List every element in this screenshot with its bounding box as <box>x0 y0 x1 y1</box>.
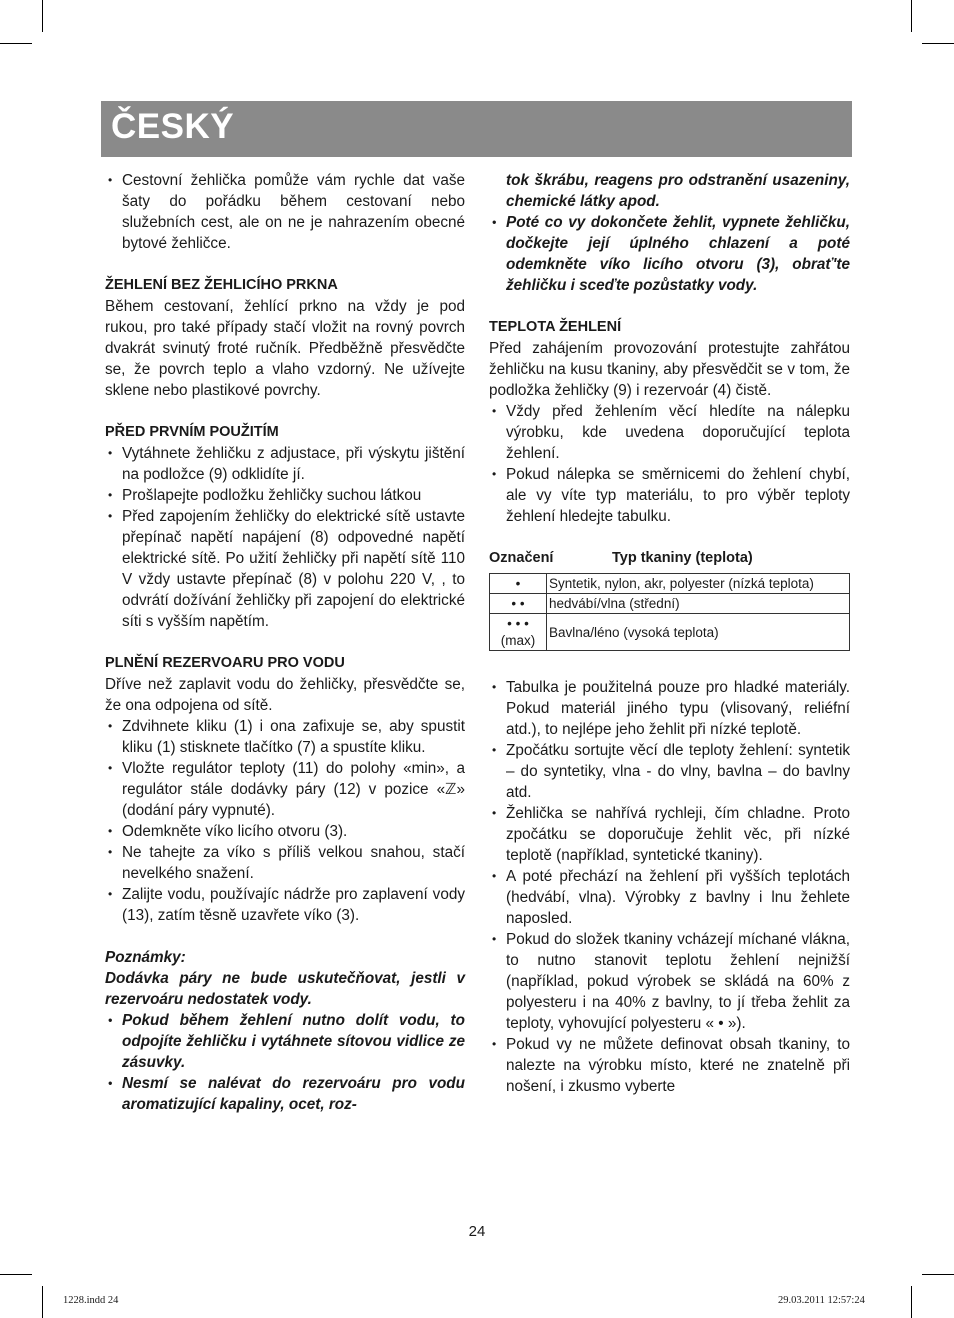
footer-file: 1228.indd 24 <box>63 1295 119 1306</box>
table-cell-mark: • • <box>490 594 547 614</box>
footer-date: 29.03.2011 12:57:24 <box>778 1295 865 1306</box>
section-heading: PLNĚNÍ REZERVOARU PRO VODU <box>105 655 345 671</box>
list-item: • Poté co vy dokončete žehlit, vypnete žehličku, dočkejte její úplného chlazení a poté odemkněte víko licího otvoru (3), obrať'te žehličku i sceďte pozůstatky vody. <box>489 212 850 296</box>
list-item: • Zdvihnete kliku (1) i ona zafixuje se, aby spustit kliku (1) stisknete tlačítko (7) a spustíte kliku. <box>105 716 465 758</box>
crop-mark <box>922 1274 954 1275</box>
crop-mark <box>0 43 32 44</box>
list-item: • Vytáhnete žehličku z adjustace, při výskytu jištění na podložce (9) odklidíte jí. <box>105 443 465 485</box>
continued-text: tok škrábu, reagens pro odstranění usazeniny, chemické látky apod. <box>506 172 850 210</box>
table-col-mark: Označení <box>489 550 554 566</box>
section-heading: TEPLOTA ŽEHLENÍ <box>489 319 622 335</box>
table-col-type: Typ tkaniny (teplota) <box>612 550 753 566</box>
section-heading: PŘED PRVNÍM POUŽITÍM <box>105 424 279 440</box>
list-item: • Pokud během žehlení nutno dolít vodu, to odpojíte žehličku i vytáhnete sítovou vidlice ze zásuvky. <box>105 1010 465 1073</box>
section-heading: ŽEHLENÍ BEZ ŽEHLICÍHO PRKNA <box>105 277 338 293</box>
header-bar <box>101 101 852 157</box>
list-item: • Vždy před žehlením věcí hledíte na nálepku výrobku, kde uvedena doporučující teplota žehlení. <box>489 401 850 464</box>
notes-title: Poznámky: <box>105 949 186 966</box>
paragraph: Před zahájením provozování protestujte zahřátou žehličku na kusu tkaniny, aby přesvědčit se v tom, že podložka žehličky (9) i rezervoár (4) čistě. <box>489 340 850 399</box>
right-column <box>489 170 850 1097</box>
table-row <box>490 574 850 594</box>
list-item: • Pokud nálepka se směrnicemi do žehlení chybí, ale vy víte typ materiálu, to pro výběr teploty žehlení hledejte tabulku. <box>489 464 850 527</box>
list-item: • Zpočátku sortujte věcí dle teploty žehlení: syntetik – do syntetiky, vlna - do vlny, bavlna – do bavlny atd. <box>489 740 850 803</box>
list-item: • Prošlapejte podložku žehličky suchou látkou <box>105 485 465 506</box>
list-item: • Zalijte vodu, používajíc nádrže pro zaplavení vody (13), zatím těsně uzavřete víko (3). <box>105 884 465 926</box>
intro-item: • Cestovní žehlička pomůže vám rychle dat vaše šaty do pořádku během cestovaní nebo služebních cest, ale on ne je nahrazením obecné bytové žehličce. <box>105 170 465 254</box>
paragraph: Dříve než zaplavit vodu do žehličky, přesvědčte se, že ona odpojena od sítě. <box>105 676 465 714</box>
crop-mark <box>0 1274 32 1275</box>
list-item: • Pokud vy ne můžete definovat obsah tkaniny, to nalezte na výrobku místo, které ne znatelně při nošení, i zkusmo vyberte <box>489 1034 850 1097</box>
table-row <box>490 594 850 614</box>
crop-mark <box>922 43 954 44</box>
crop-mark <box>911 1286 912 1318</box>
list-item: • Odemkněte víko licího otvoru (3). <box>105 821 465 842</box>
table-row <box>490 614 850 651</box>
list-item: • Tabulka je použitelná pouze pro hladké materiály. Pokud materiál jiného typu (vlisovaný, reliéfní atd.), to nejlépe jeho žehlit při nízké teplotě. <box>489 677 850 740</box>
page-number: 24 <box>468 1223 486 1240</box>
table-header <box>489 548 850 569</box>
mark-dots: • • • <box>507 616 529 631</box>
crop-mark <box>42 1286 43 1318</box>
list-item: • Nesmí se nalévat do rezervoáru pro vodu aromatizující kapaliny, ocet, roz- <box>105 1073 465 1115</box>
table-cell-text: Bavlna/léno (vysoká teplota) <box>547 614 850 651</box>
list-item: • Žehlička se nahřívá rychleji, čím chladne. Proto zpočátku se doporučuje žehlit věc, při nízké teplotě (například, syntetické tkaniny). <box>489 803 850 866</box>
list-item: • Ne tahejte za víko s příliš velkou snahou, stačí nevelkého snažení. <box>105 842 465 884</box>
paragraph: Během cestovaní, žehlící prkno na vždy je pod rukou, pro také případy stačí vložit na rovný povrch dvakrát svinutý froté ručník. Předběžně přesvědčte se, že povrch teplo a vlaho vzdorný. Ne užívejte sklene nebo plastikové povrchy. <box>105 298 465 399</box>
left-column <box>105 170 465 1115</box>
notes-text: Dodávka páry ne bude uskutečňovat, jestli v rezervoáru nedostatek vody. <box>105 970 465 1008</box>
crop-mark <box>911 0 912 32</box>
page-title: ČESKÝ <box>111 107 235 146</box>
list-item: • Pokud do složek tkaniny vcházejí míchané vlákna, to nutno stanovit teplotu žehlení nejnižší (například, pokud výrobek se skládá na 60% z polyesteru i na 40% z bavlny, to jí třeba žehlit za teploty, vyhovující polyesteru « • »). <box>489 929 850 1034</box>
fabric-table <box>489 573 850 651</box>
list-item: • Vložte regulátor teploty (11) do polohy «min», a regulátor stále dodávky páry (12) v pozice «ℤ» (dodání páry vypnuté). <box>105 758 465 821</box>
table-cell-mark: • <box>490 574 547 594</box>
crop-mark <box>42 0 43 32</box>
table-cell-text: hedvábí/vlna (střední) <box>547 594 850 614</box>
mark-max: (max) <box>500 633 536 648</box>
table-cell-text: Syntetik, nylon, akr, polyester (nízká teplota) <box>547 574 850 594</box>
list-item: • Před zapojením žehličky do elektrické sítě ustavte přepínač napětí napájení (8) odpovedné napětí elektrické sítě. Po užití žehličky při napětí sítě 110 V vždy ustavte přepínač (8) v polohu 220 V, , to odvrátí dožívání žehličky při zapojení do elektrické síti s vyšším napětím. <box>105 506 465 632</box>
table-cell-mark <box>490 614 547 651</box>
list-item: • A poté přechází na žehlení při vyšších teplotách (hedvábí, vlna). Výrobky z bavlny i lnu žehlete naposled. <box>489 866 850 929</box>
